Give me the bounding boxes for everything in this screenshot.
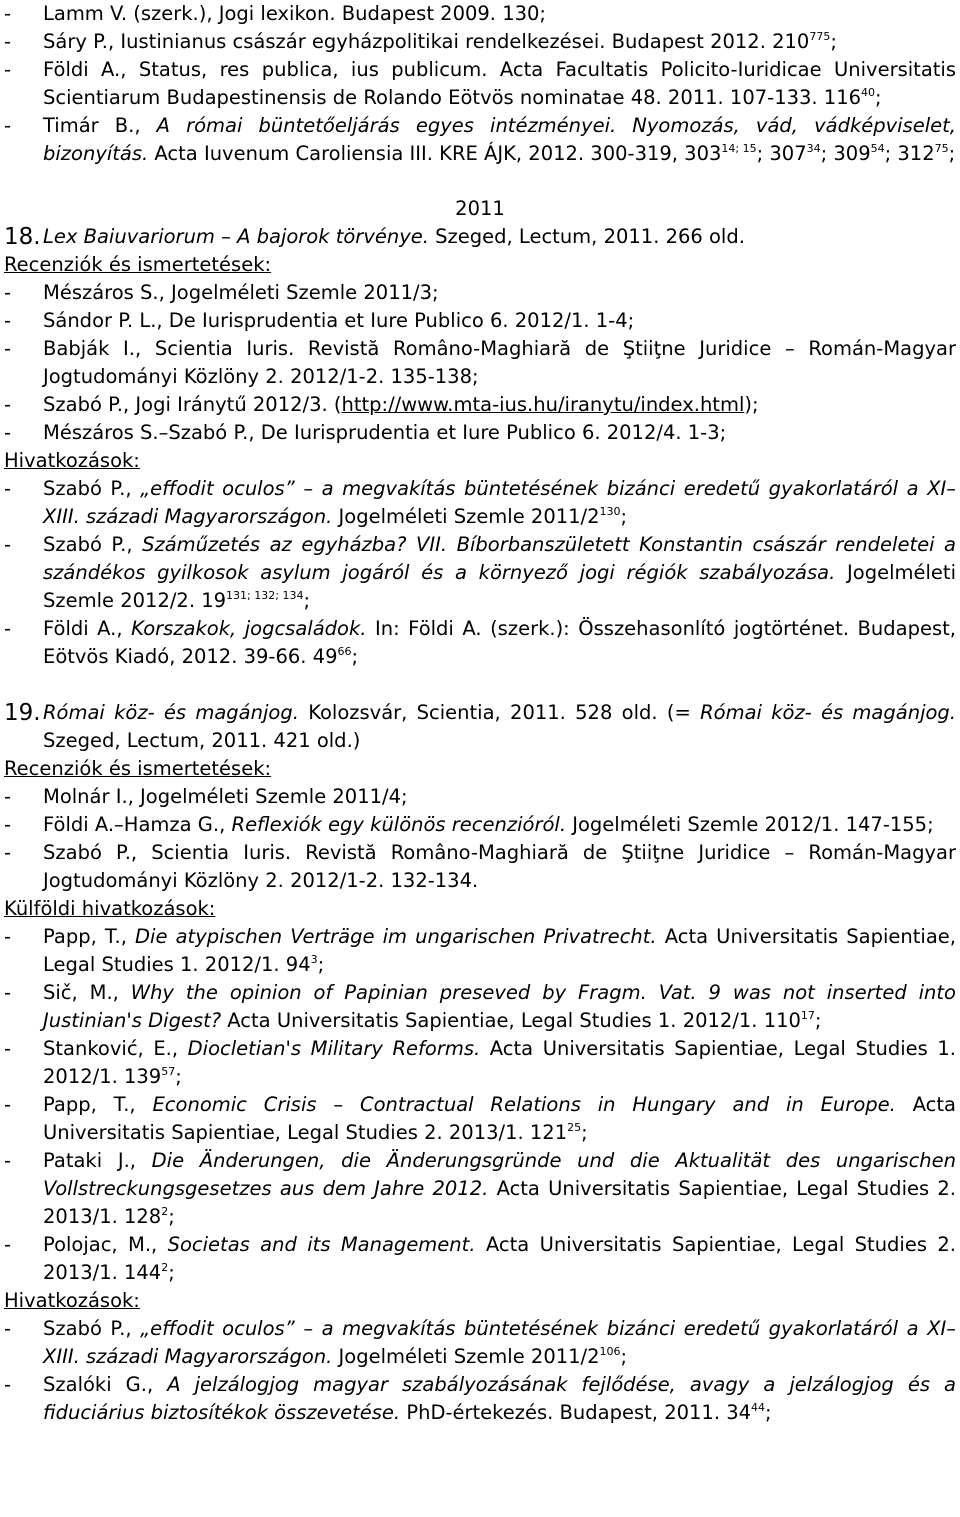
reference-list-top (4, 0, 956, 168)
entry-text (43, 923, 956, 979)
bibliography-item-18 (4, 223, 956, 671)
text-run: Szeged, Lectum, 2011. 421 old.) (43, 729, 361, 752)
entry-text (43, 1035, 956, 1091)
text-run: Acta Universitatis Sapientiae, Legal Studies 2. 2013/1. 144 (43, 1233, 956, 1284)
text-run: Polojac, M., (43, 1233, 168, 1256)
text-run: ; (875, 86, 882, 109)
text-run: Sáry P., Iustinianus császár egyházpolitikai rendelkezései. Budapest 2012. 210 (43, 30, 810, 53)
list-item (4, 391, 956, 419)
bullet-dash: - (4, 841, 12, 864)
text-run: Szabó P., (43, 533, 143, 556)
text-run: Szabó P., Scientia Iuris. Revistă Româno-Maghiară de Ştiiţne Juridice – Román-Magyar Jogtudományi Közlöny 2. 2012/1-2. 132-134. (43, 841, 956, 892)
entry-text (43, 1371, 956, 1427)
list-item (4, 1091, 956, 1147)
entry-text (43, 0, 956, 28)
item-number: 18. (4, 224, 41, 250)
italic-title: Why the opinion of Papinian preseved by Fragm. Vat. 9 was not inserted into Justinian's Digest? (43, 981, 956, 1032)
entry-text (43, 335, 956, 391)
bullet-dash: - (4, 1373, 12, 1396)
footnote-marker: 775 (809, 30, 831, 43)
bullet-dash: - (4, 2, 12, 25)
text-run: ; 307 (756, 142, 807, 165)
entry-text (43, 419, 956, 447)
reference-link[interactable]: http://www.mta-ius.hu/iranytu/index.html (341, 393, 745, 416)
entry-text (43, 475, 956, 531)
entry-text (43, 56, 956, 112)
entry-text (43, 839, 956, 895)
text-run: ; (168, 1205, 175, 1228)
bullet-dash: - (4, 30, 12, 53)
list-item (4, 419, 956, 447)
text-run: Lamm V. (szerk.), Jogi lexikon. Budapest 2009. 130; (43, 2, 546, 25)
entry-text (43, 811, 956, 839)
entry-text (43, 391, 956, 419)
text-run: Jogelméleti Szemle 2011/2 (332, 1345, 600, 1368)
text-run: Papp, T., (43, 925, 136, 948)
list-item (4, 615, 956, 671)
entry-text (43, 783, 956, 811)
entry-text (43, 1091, 956, 1147)
bullet-dash: - (4, 1037, 12, 1060)
footnote-marker: 40 (861, 86, 876, 99)
text-run: ; (303, 589, 311, 612)
text-run: Acta Universitatis Sapientiae, Legal Studies 2. 2013/1. 121 (43, 1093, 956, 1144)
list-item (4, 839, 956, 895)
italic-title: „effodit oculos” – a megvakítás büntetésének bizánci eredetű gyakorlatáról a XI–XIII. századi Magyarországon. (43, 1317, 956, 1368)
italic-title: Die atypischen Verträge im ungarischen Privatrecht. (135, 925, 657, 948)
text-run: Földi A., (43, 617, 132, 640)
bullet-dash: - (4, 114, 12, 137)
text-run: ); (744, 393, 759, 416)
list-item (4, 1315, 956, 1371)
entry-text (43, 28, 956, 56)
italic-title: Római köz- és magánjog. (43, 701, 299, 724)
list-item (4, 279, 956, 307)
bullet-dash: - (4, 533, 12, 556)
list-item (4, 531, 956, 615)
text-run: Sándor P. L., De Iurisprudentia et Iure Publico 6. 2012/1. 1-4; (43, 309, 635, 332)
text-run: ; (620, 1345, 628, 1368)
bullet-dash: - (4, 981, 12, 1004)
text-run: ; 309 (820, 142, 871, 165)
text-run: Szabó P., Jogi Iránytű 2012/3. ( (43, 393, 342, 416)
list-item (4, 28, 956, 56)
bullet-dash: - (4, 281, 12, 304)
entry-text (43, 112, 956, 168)
footnote-marker: 44 (751, 1401, 766, 1414)
footnote-marker: 54 (870, 142, 885, 155)
text-run: PhD-értekezés. Budapest, 2011. 34 (400, 1401, 752, 1424)
entry-text (43, 1147, 956, 1231)
citations-heading: Hivatkozások: (4, 449, 140, 472)
footnote-marker: 3 (310, 953, 318, 966)
text-run: ; (948, 142, 956, 165)
italic-title: Száműzetés az egyházba? VII. Bíborbanszületett Konstantin császár rendeletei a szándékos gyilkosok asylum jogáról és a környező jogi régiók szabályozása. (43, 533, 956, 584)
text-run: ; (814, 1009, 822, 1032)
text-run: Molnár I., Jogelméleti Szemle 2011/4; (43, 785, 408, 808)
citations-list (4, 1315, 956, 1427)
list-item (4, 307, 956, 335)
list-item (4, 811, 956, 839)
entry-text (43, 615, 956, 671)
text-run: Szabó P., (43, 477, 141, 500)
item-number: 19. (4, 700, 41, 726)
bullet-dash: - (4, 925, 12, 948)
italic-title: Római köz- és magánjog. (700, 701, 956, 724)
list-item (4, 783, 956, 811)
footnote-marker: 57 (161, 1065, 176, 1078)
italic-title: Korszakok, jogcsaládok. (131, 617, 367, 640)
bullet-dash: - (4, 421, 12, 444)
text-run: Szeged, Lectum, 2011. 266 old. (428, 225, 745, 248)
footnote-marker: 17 (800, 1009, 815, 1022)
item-title (43, 699, 956, 755)
italic-title: Die Änderungen, die Änderungsgründe und die Aktualität des ungarischen Vollstreckungsgesetzes aus dem Jahre 2012. (43, 1149, 956, 1200)
entry-text (43, 1231, 956, 1287)
text-run: Szalóki G., (43, 1373, 168, 1396)
italic-title: A római büntetőeljárás egyes intézményei. Nyomozás, vád, vádképviselet, bizonyítás. (43, 114, 956, 165)
entry-text (43, 307, 956, 335)
text-run: Földi A., Status, res publica, ius publicum. Acta Facultatis Policito-Iuridicae Universitatis Scientiarum Budapestinensis de Rolando Eötvös nominatae 48. 2011. 107-133. 116 (43, 58, 956, 109)
footnote-marker: 75 (934, 142, 949, 155)
text-run: Acta Universitatis Sapientiae, Legal Studies 1. 2012/1. 94 (43, 925, 956, 976)
list-item (4, 1035, 956, 1091)
list-item (4, 979, 956, 1035)
bullet-dash: - (4, 785, 12, 808)
text-run: Sič, M., (43, 981, 131, 1004)
footnote-marker: 25 (567, 1121, 582, 1134)
bullet-dash: - (4, 477, 12, 500)
item-title (43, 223, 956, 251)
text-run: Acta Universitatis Sapientiae, Legal Studies 1. 2012/1. 110 (221, 1009, 801, 1032)
bullet-dash: - (4, 1149, 12, 1172)
footnote-marker: 2 (161, 1205, 169, 1218)
bullet-dash: - (4, 1233, 12, 1256)
italic-title: Lex Baiuvariorum – A bajorok törvénye. (43, 225, 429, 248)
text-run: ; (581, 1121, 588, 1144)
text-run: ; (317, 953, 325, 976)
text-run: Mészáros S., Jogelméleti Szemle 2011/3; (43, 281, 439, 304)
footnote-marker: 106 (599, 1345, 621, 1358)
text-run: Földi A.–Hamza G., (43, 813, 232, 836)
text-run: Pataki J., (43, 1149, 152, 1172)
text-run: In: Földi A. (szerk.): Összehasonlító jogtörténet. Budapest, Eötvös Kiadó, 2012. 39-66. 49 (43, 617, 956, 668)
bullet-dash: - (4, 1317, 12, 1340)
citations-heading: Hivatkozások: (4, 1289, 140, 1312)
italic-title: Societas and its Management. (167, 1233, 476, 1256)
foreign-citations-list (4, 923, 956, 1287)
list-item (4, 923, 956, 979)
text-run: Mészáros S.–Szabó P., De Iurisprudentia et Iure Publico 6. 2012/4. 1-3; (43, 421, 727, 444)
text-run: ; (620, 505, 628, 528)
text-run: ; (765, 1401, 772, 1424)
bullet-dash: - (4, 309, 12, 332)
bullet-dash: - (4, 337, 12, 360)
footnote-marker: 131; 132; 134 (226, 589, 304, 602)
list-item (4, 335, 956, 391)
reviews-list (4, 783, 956, 895)
footnote-marker: 34 (806, 142, 821, 155)
entry-text (43, 1315, 956, 1371)
text-run: Babják I., Scientia Iuris. Revistă Româno-Maghiară de Ştiiţne Juridice – Román-Magyar Jogtudományi Közlöny 2. 2012/1-2. 135-138; (43, 337, 956, 388)
bullet-dash: - (4, 617, 12, 640)
text-run: Acta Universitatis Sapientiae, Legal Studies 1. 2012/1. 139 (43, 1037, 956, 1088)
text-run: Acta Universitatis Sapientiae, Legal Studies 2. 2013/1. 128 (43, 1177, 956, 1228)
reviews-heading: Recenziók és ismertetések: (4, 253, 272, 276)
foreign-citations-heading: Külföldi hivatkozások: (4, 897, 216, 920)
bullet-dash: - (4, 1093, 12, 1116)
footnote-marker: 130 (599, 505, 621, 518)
list-item (4, 1147, 956, 1231)
list-item (4, 1371, 956, 1427)
bibliography-item-19 (4, 699, 956, 1427)
text-run: Acta Iuvenum Caroliensia III. KRE ÁJK, 2012. 300-319, 303 (148, 142, 722, 165)
list-item (4, 112, 956, 168)
italic-title: „effodit oculos” – a megvakítás büntetésének bizánci eredetű gyakorlatáról a XI–XIII. századi Magyarországon. (43, 477, 956, 528)
bullet-dash: - (4, 58, 12, 81)
bullet-dash: - (4, 393, 12, 416)
text-run: Jogelméleti Szemle 2012/1. 147-155; (566, 813, 934, 836)
text-run: ; 312 (884, 142, 935, 165)
text-run: Szabó P., (43, 1317, 141, 1340)
text-run: ; (168, 1261, 175, 1284)
italic-title: Diocletian's Military Reforms. (187, 1037, 481, 1060)
list-item (4, 56, 956, 112)
text-run: Jogelméleti Szemle 2012/2. 19 (43, 561, 956, 612)
text-run: Stanković, E., (43, 1037, 188, 1060)
footnote-marker: 2 (161, 1261, 169, 1274)
italic-title: Economic Crisis – Contractual Relations in Hungary and in Europe. (152, 1093, 896, 1116)
entry-text (43, 531, 956, 615)
text-run: ; (175, 1065, 182, 1088)
italic-title: Reflexiók egy különös recenzióról. (231, 813, 567, 836)
reviews-list (4, 279, 956, 447)
list-item (4, 0, 956, 28)
text-run: Timár B., (43, 114, 157, 137)
text-run: Jogelméleti Szemle 2011/2 (332, 505, 600, 528)
reviews-heading: Recenziók és ismertetések: (4, 757, 272, 780)
text-run: Kolozsvár, Scientia, 2011. 528 old. (= (298, 701, 701, 724)
text-run: ; (830, 30, 837, 53)
italic-title: A jelzálogjog magyar szabályozásának fejlődése, avagy a jelzálogjog és a fiduciárius biztosítékok összevetése. (43, 1373, 956, 1424)
footnote-marker: 14; 15 (721, 142, 757, 155)
bullet-dash: - (4, 813, 12, 836)
footnote-marker: 66 (337, 645, 352, 658)
text-run: Papp, T., (43, 1093, 153, 1116)
citations-list (4, 475, 956, 671)
entry-text (43, 979, 956, 1035)
list-item (4, 1231, 956, 1287)
list-item (4, 475, 956, 531)
year-heading: 2011 (455, 197, 505, 220)
text-run: ; (351, 645, 359, 668)
entry-text (43, 279, 956, 307)
